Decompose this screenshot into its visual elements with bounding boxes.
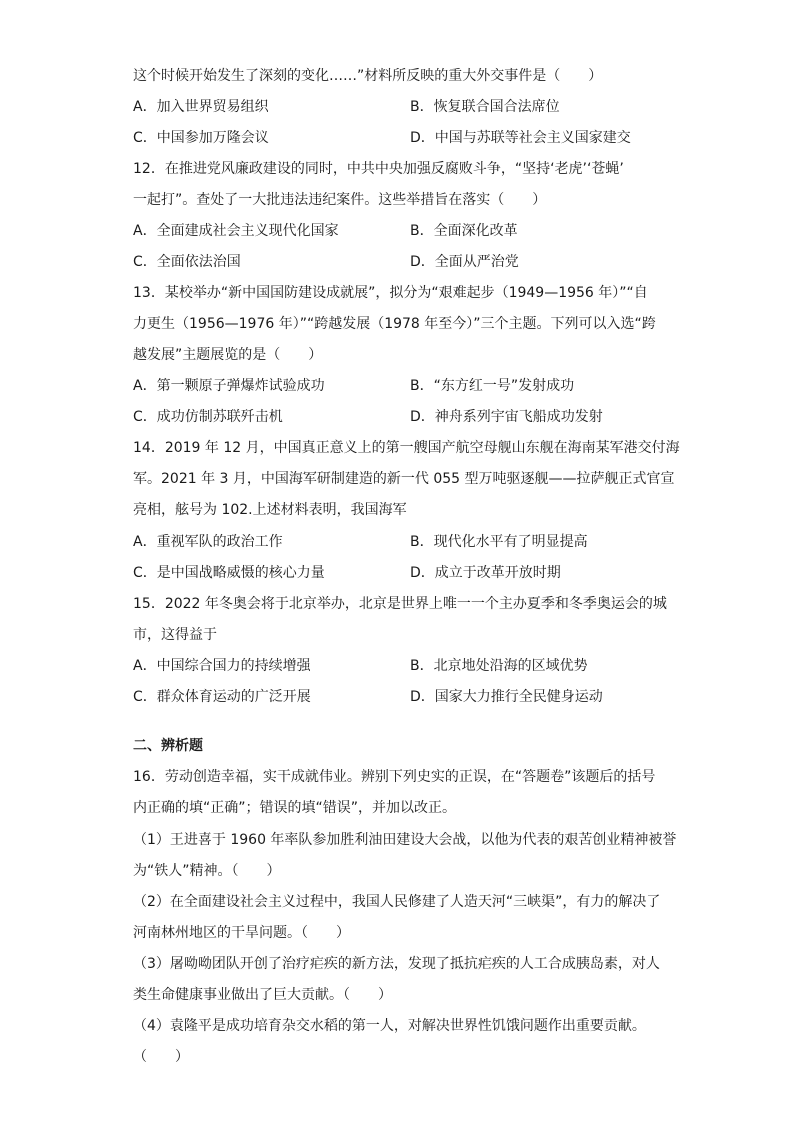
q13-option-b: B．“东方红一号”发射成功 bbox=[410, 378, 575, 394]
q13-stem-line: 越发展”主题展览的是（ ） bbox=[133, 347, 323, 363]
q12-option-d: D．全面从严治党 bbox=[410, 254, 519, 270]
q13-stem-line: 力更生（1956—1976 年）”“跨越发展（1978 年至今）”三个主题。下列可以入选“跨 bbox=[133, 316, 656, 332]
q14-stem-line: 军。2021 年 3 月，中国海军研制建造的新一代 055 型万吨驱逐舰——拉萨舰正式官宣 bbox=[133, 471, 675, 487]
q14-stem-line: 14．2019 年 12 月，中国真正意义上的第一艘国产航空母舰山东舰在海南某军港交付海 bbox=[133, 440, 680, 456]
q16-item-1-line: 为“铁人”精神。（ ） bbox=[133, 863, 281, 879]
q15-option-b: B．北京地处沿海的区域优势 bbox=[410, 658, 588, 674]
q14-option-c: C．是中国战略威慑的核心力量 bbox=[133, 565, 325, 581]
q12-option-c: C．全面依法治国 bbox=[133, 254, 241, 270]
q12-option-b: B．全面深化改革 bbox=[410, 223, 518, 239]
q13-option-c: C．成功仿制苏联歼击机 bbox=[133, 409, 283, 425]
q13-option-d: D．神舟系列宇宙飞船成功发射 bbox=[410, 409, 603, 425]
q16-stem-line: 内正确的填“正确”；错误的填“错误”，并加以改正。 bbox=[133, 800, 457, 816]
q15-stem-line: 市，这得益于 bbox=[133, 627, 217, 643]
q16-item-1-line: （1）王进喜于 1960 年率队参加胜利油田建设大会战，以他为代表的艰苦创业精神被誉 bbox=[133, 832, 677, 848]
q11-option-c: C．中国参加万隆会议 bbox=[133, 130, 269, 146]
q13-stem-line: 13．某校举办“新中国国防建设成就展”，拟分为“艰难起步（1949—1956 年）”“自 bbox=[133, 285, 648, 301]
q15-stem-line: 15．2022 年冬奥会将于北京举办，北京是世界上唯一一个主办夏季和冬季奥运会的城 bbox=[133, 596, 667, 612]
q11-option-d: D．中国与苏联等社会主义国家建交 bbox=[410, 130, 631, 146]
q16-item-2-line: （2）在全面建设社会主义过程中，我国人民修建了人造天河“三峡渠”，有力的解决了 bbox=[133, 894, 661, 910]
q11-stem: 这个时候开始发生了深刻的变化……”材料所反映的重大外交事件是（ ） bbox=[133, 68, 603, 84]
q11-option-a: A．加入世界贸易组织 bbox=[133, 99, 269, 115]
q16-item-3-line: （3）屠呦呦团队开创了治疗疟疾的新方法，发现了抵抗疟疾的人工合成胰岛素，对人 bbox=[133, 956, 660, 972]
q14-option-b: B．现代化水平有了明显提高 bbox=[410, 534, 588, 550]
q14-stem-line: 亮相，舷号为 102.上述材料表明，我国海军 bbox=[133, 502, 407, 518]
q11-option-b: B．恢复联合国合法席位 bbox=[410, 99, 560, 115]
q12-option-a: A．全面建成社会主义现代化国家 bbox=[133, 223, 339, 239]
q16-item-3-line: 类生命健康事业做出了巨大贡献。（ ） bbox=[133, 987, 392, 1003]
q16-item-4-line: （ ） bbox=[133, 1049, 189, 1065]
q15-option-d: D．国家大力推行全民健身运动 bbox=[410, 689, 603, 705]
q16-item-4-line: （4）袁隆平是成功培育杂交水稻的第一人，对解决世界性饥饿问题作出重要贡献。 bbox=[133, 1018, 646, 1034]
q13-option-a: A．第一颗原子弹爆炸试验成功 bbox=[133, 378, 325, 394]
q15-option-c: C．群众体育运动的广泛开展 bbox=[133, 689, 311, 705]
q12-stem-line: 12．在推进党风廉政建设的同时，中共中央加强反腐败斗争，“坚持‘老虎’‘苍蝇’ bbox=[133, 161, 624, 177]
q16-item-2-line: 河南林州地区的干旱问题。（ ） bbox=[133, 925, 350, 941]
q12-stem-line: 一起打”。查处了一大批违法违纪案件。这些举措旨在落实（ ） bbox=[133, 192, 547, 208]
q16-stem-line: 16．劳动创造幸福，实干成就伟业。辨别下列史实的正误，在“答题卷”该题后的括号 bbox=[133, 769, 656, 785]
q14-option-a: A．重视军队的政治工作 bbox=[133, 534, 283, 550]
q15-option-a: A．中国综合国力的持续增强 bbox=[133, 658, 311, 674]
q14-option-d: D．成立于改革开放时期 bbox=[410, 565, 561, 581]
section-heading: 二、辨析题 bbox=[133, 738, 203, 754]
